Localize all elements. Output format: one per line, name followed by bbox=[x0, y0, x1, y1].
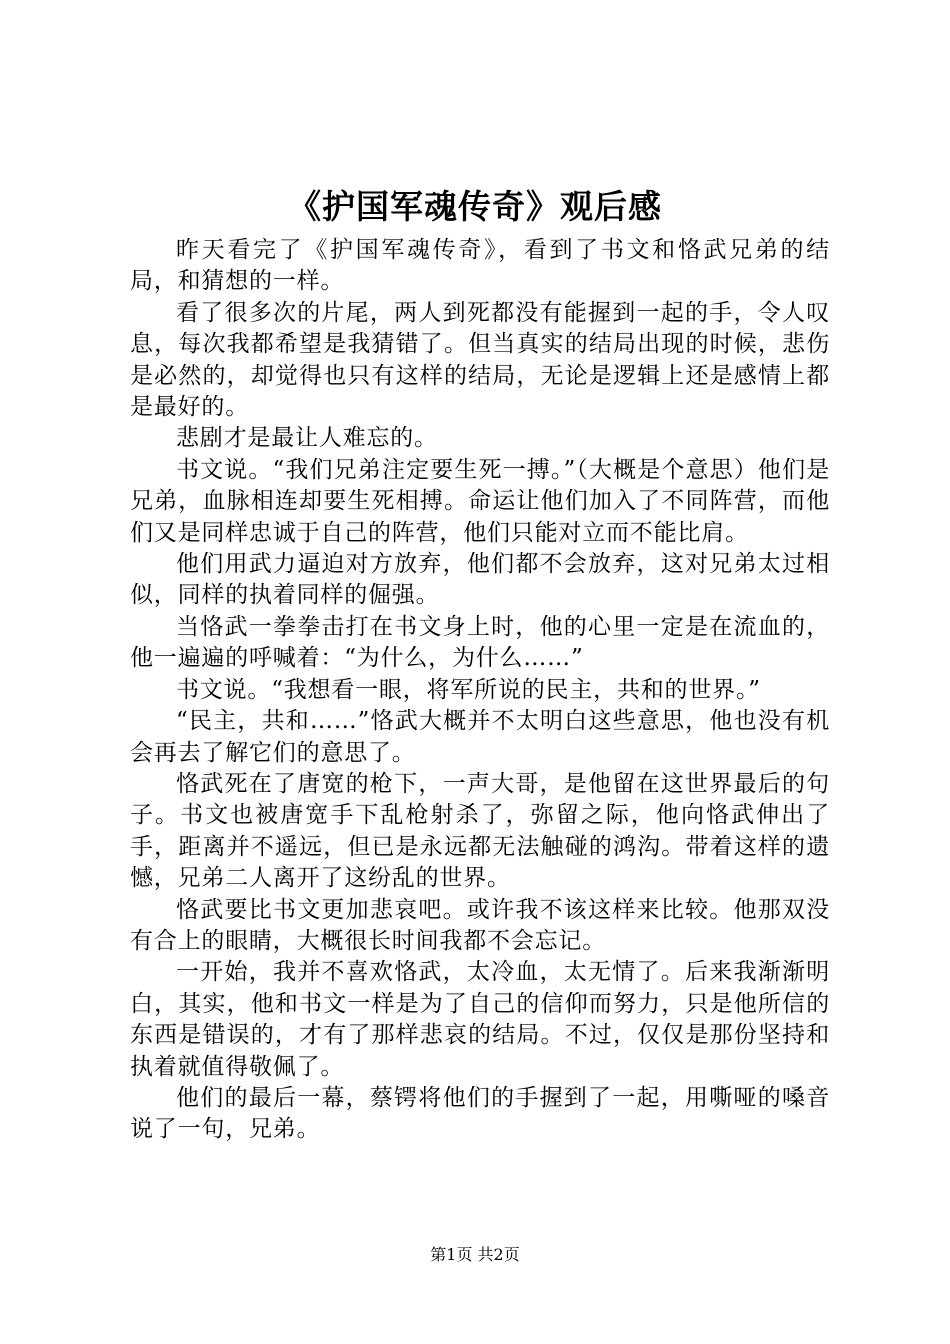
paragraph: 一开始，我并不喜欢恪武，太冷血，太无情了。后来我渐渐明白，其实，他和书文一样是为了自己的信仰而努力，只是他所信的东西是错误的，才有了那样悲哀的结局。不过，仅仅是那份坚持和执着就值得敬佩了。 bbox=[130, 959, 830, 1080]
paragraph: 昨天看完了《护国军魂传奇》，看到了书文和恪武兄弟的结局，和猜想的一样。 bbox=[130, 237, 830, 295]
paragraph: 看了很多次的片尾，两人到死都没有能握到一起的手，令人叹息，每次我都希望是我猜错了。但当真实的结局出现的时候，悲伤是必然的，却觉得也只有这样的结局，无论是逻辑上还是感情上都是最好的。 bbox=[130, 299, 830, 421]
document-body bbox=[130, 235, 830, 1146]
paragraph: 当恪武一拳拳击打在书文身上时，他的心里一定是在流血的，他一遍遍的呼喊着：“为什么，为什么……” bbox=[130, 613, 830, 672]
paragraph: 悲剧才是最让人难忘的。 bbox=[176, 425, 438, 452]
paragraph: 书文说。“我想看一眼，将军所说的民主，共和的世界。” bbox=[176, 676, 761, 703]
paragraph: 书文说。“我们兄弟注定要生死一搏。”（大概是个意思）他们是兄弟，血脉相连却要生死相搏。命运让他们加入了不同阵营，而他们又是同样忠诚于自己的阵营，他们只能对立而不能比肩。 bbox=[130, 456, 830, 546]
paragraph: 恪武要比书文更加悲哀吧。或许我不该这样来比较。他那双没有合上的眼睛，大概很长时间我都不会忘记。 bbox=[130, 896, 830, 954]
paragraph: “民主，共和……”恪武大概并不太明白这些意思，他也没有机会再去了解它们的意思了。 bbox=[130, 708, 830, 766]
paragraph: 他们的最后一幕，蔡锷将他们的手握到了一起，用嘶哑的嗓音说了一句，兄弟。 bbox=[130, 1084, 830, 1143]
paragraph: 恪武死在了唐宽的枪下，一声大哥，是他留在这世界最后的句子。书文也被唐宽手下乱枪射杀了，弥留之际，他向恪武伸出了手，距离并不遥远，但已是永远都无法触碰的鸿沟。带着这样的遗憾，兄弟二人离开了这纷乱的世界。 bbox=[130, 770, 830, 892]
document-title: 《护国军魂传奇》观后感 bbox=[288, 187, 662, 226]
paragraph: 他们用武力逼迫对方放弃，他们都不会放弃，这对兄弟太过相似，同样的执着同样的倔强。 bbox=[130, 551, 830, 609]
page-number-footer: 第1页 共2页 bbox=[430, 1245, 520, 1264]
